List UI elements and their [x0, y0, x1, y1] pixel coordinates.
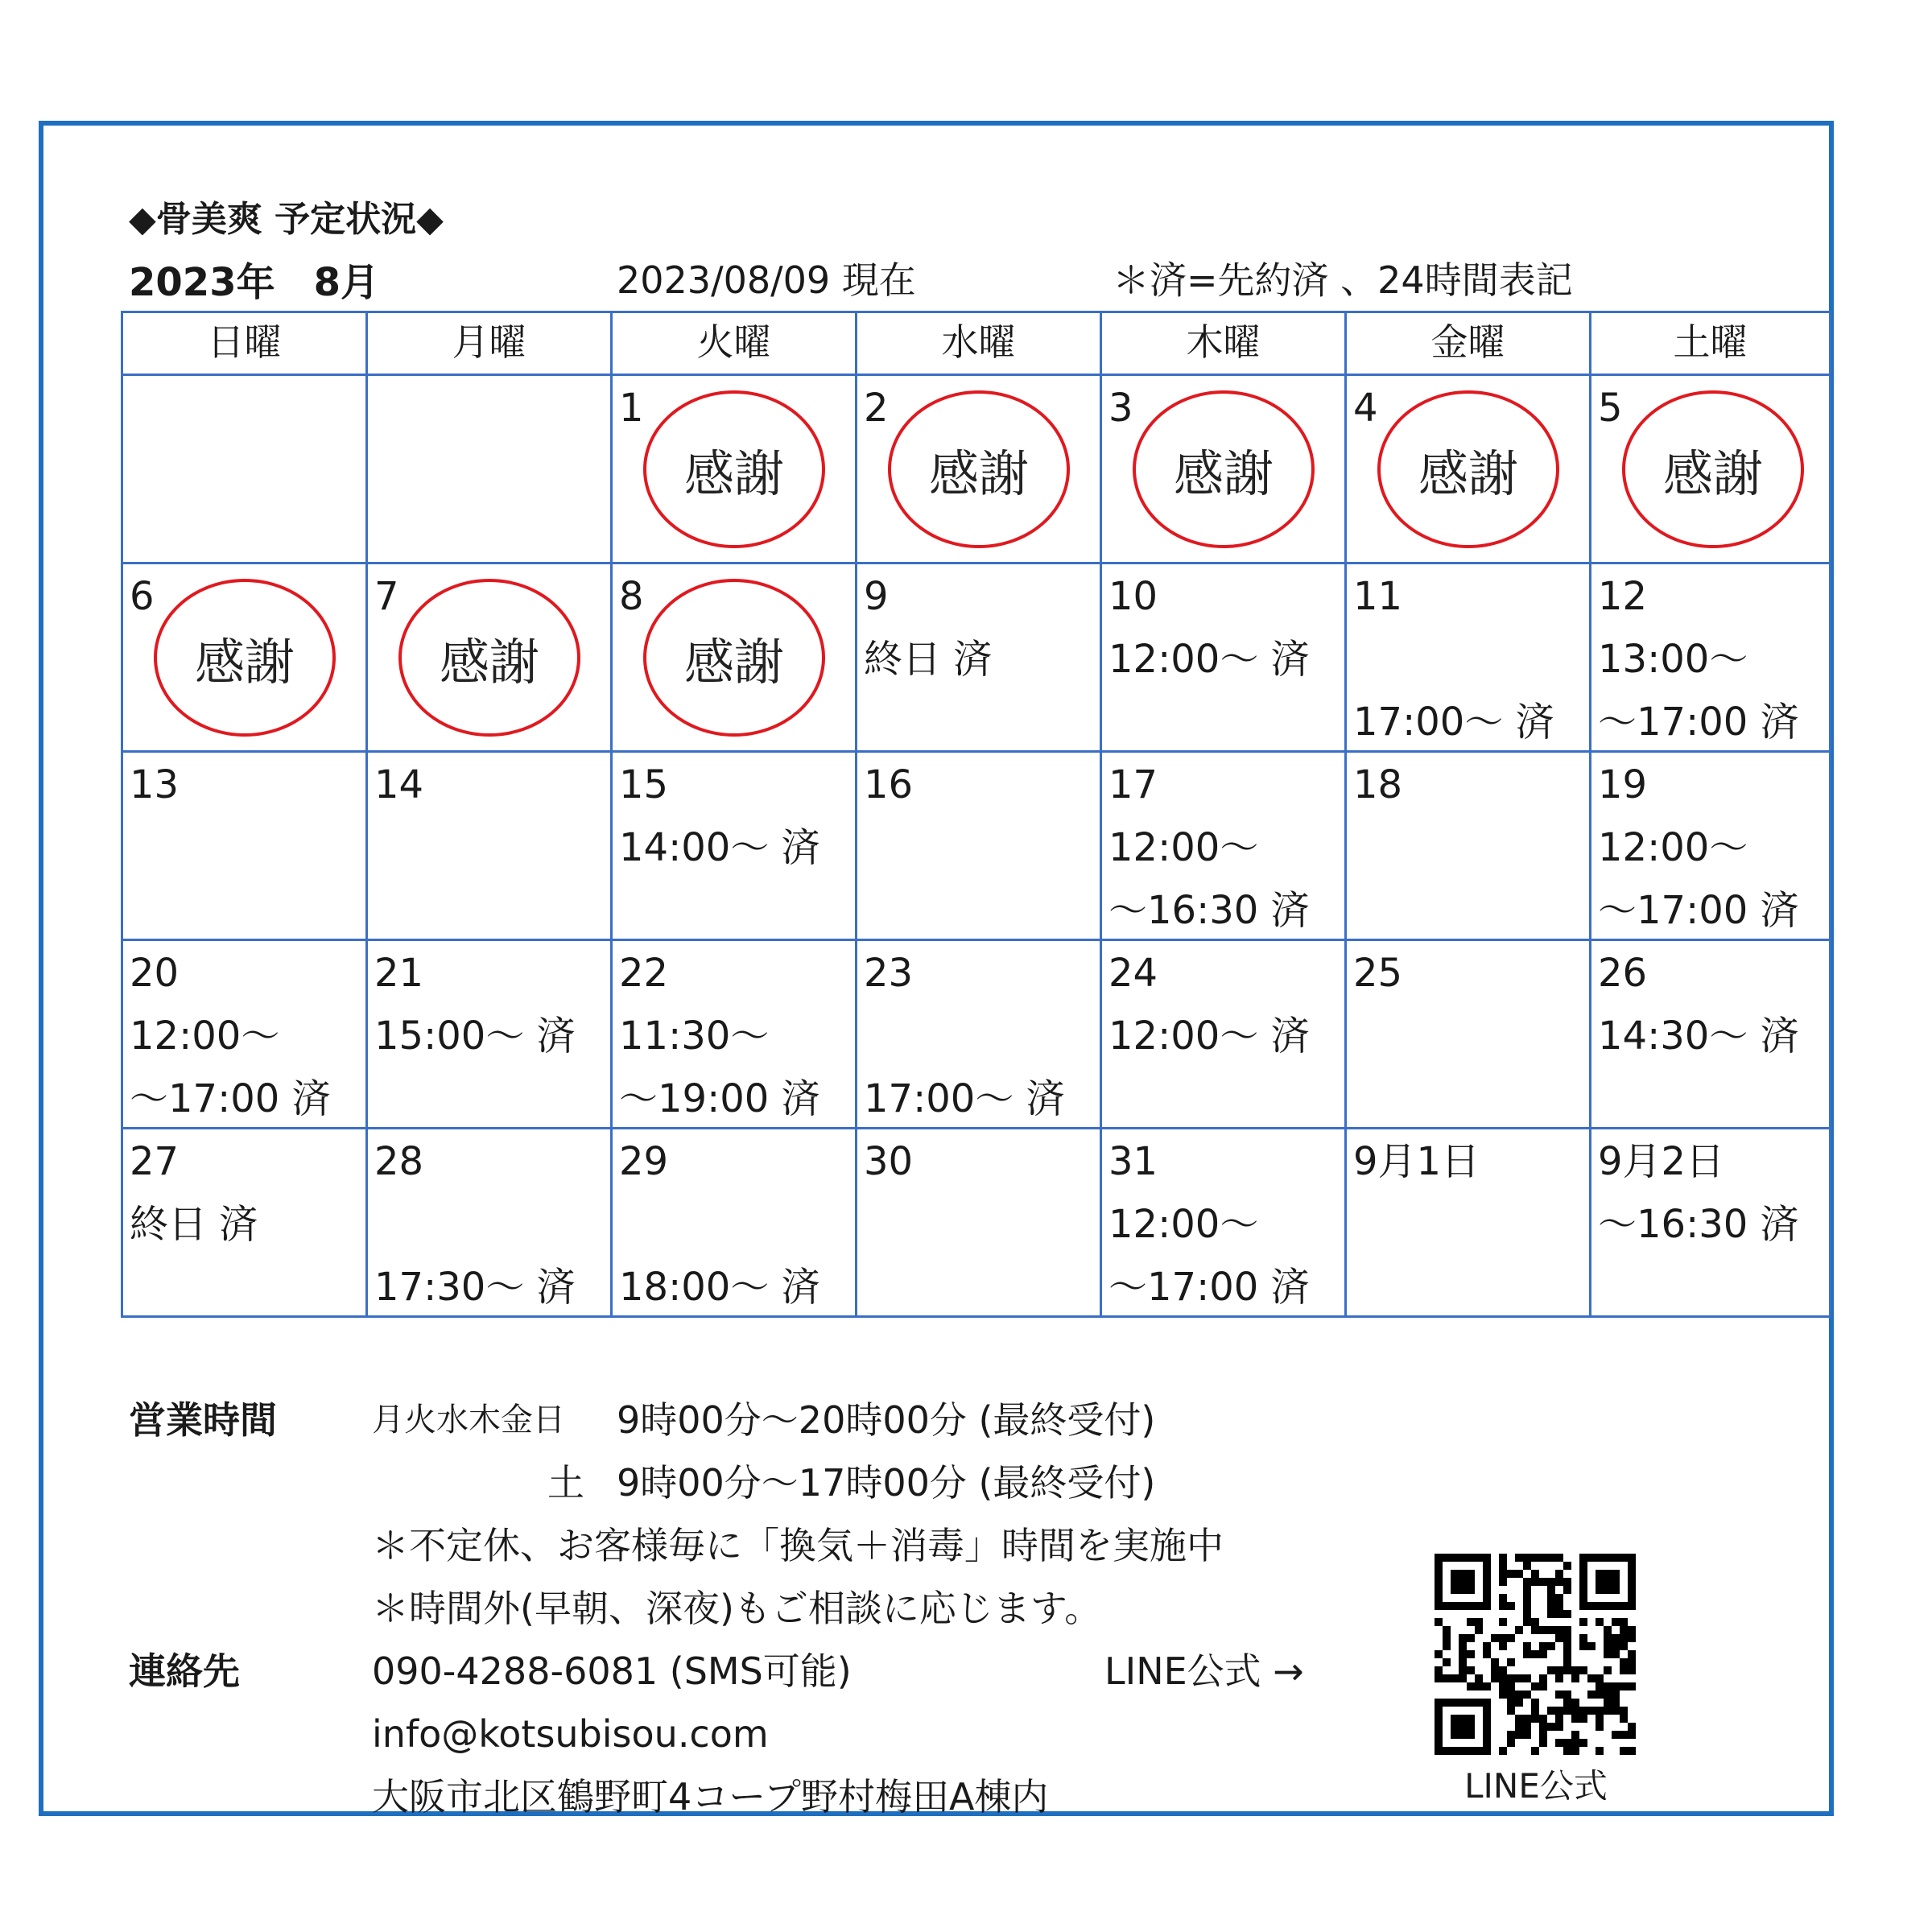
weekday-header: 月曜: [365, 311, 613, 376]
thanks-stamp: 感謝: [888, 390, 1070, 548]
day-cell: [855, 750, 1102, 941]
booking-line-1: 12:00～: [130, 1013, 280, 1059]
day-number: 6: [130, 574, 155, 619]
day-cell: [1100, 1127, 1347, 1318]
day-cell: [365, 562, 613, 753]
thanks-stamp: 感謝: [1133, 390, 1315, 548]
booking-line-2: 17:00～ 済: [1353, 700, 1554, 745]
day-number: 11: [1353, 574, 1403, 619]
hours-sat-time: 9時00分～17時00分 (最終受付): [617, 1461, 1156, 1505]
hours-note-2: ＊時間外(早朝、深夜)もご相談に応じます。: [372, 1587, 1102, 1630]
thanks-stamp: 感謝: [154, 579, 336, 737]
day-cell: [1589, 1127, 1831, 1318]
booking-line-1: 12:00～ 済: [1108, 1013, 1310, 1059]
contact-email[interactable]: info@kotsubisou.com: [372, 1712, 769, 1756]
booking-line-1: 13:00～: [1598, 637, 1748, 682]
day-cell: [855, 1127, 1102, 1318]
booking-line-1: 終日 済: [130, 1202, 258, 1247]
booking-line-1: 12:00～ 済: [1108, 637, 1310, 682]
booking-line-1: 11:30～: [619, 1013, 770, 1059]
day-cell: [1100, 562, 1347, 753]
hours-note-1: ＊不定休、お客様毎に「換気＋消毒」時間を実施中: [372, 1524, 1224, 1567]
day-number: 17: [1108, 762, 1158, 807]
day-number: 19: [1598, 762, 1648, 807]
thanks-stamp: 感謝: [398, 579, 580, 737]
thanks-stamp: 感謝: [1622, 390, 1804, 548]
hours-sat-day: 土: [547, 1461, 584, 1505]
contact-label: 連絡先: [129, 1649, 240, 1693]
day-number: 30: [864, 1139, 914, 1184]
booking-line-1: ～16:30 済: [1598, 1202, 1799, 1247]
day-cell: [610, 374, 857, 564]
day-cell: [1344, 939, 1591, 1129]
day-number: 9月1日: [1353, 1139, 1480, 1184]
booking-line-1: 12:00～: [1108, 1202, 1259, 1247]
booking-line-2: ～17:00 済: [1598, 700, 1799, 745]
hours-weekday-days: 月火水木金日: [372, 1402, 565, 1439]
thanks-stamp: 感謝: [643, 579, 825, 737]
day-number: 7: [374, 574, 399, 619]
day-cell: [1589, 939, 1831, 1129]
booking-line-2: ～16:30 済: [1108, 888, 1310, 933]
day-cell: [121, 1127, 368, 1318]
weekday-header: 木曜: [1100, 311, 1347, 376]
day-number: 25: [1353, 951, 1403, 996]
day-cell: [855, 562, 1102, 753]
booking-line-1: 12:00～: [1598, 825, 1748, 870]
weekday-header: 金曜: [1344, 311, 1591, 376]
day-cell: [121, 374, 368, 564]
day-number: 23: [864, 951, 914, 996]
day-cell: [365, 1127, 613, 1318]
day-cell: [1589, 374, 1831, 564]
booking-line-1: 14:30～ 済: [1598, 1013, 1799, 1059]
day-cell: [610, 750, 857, 941]
weekday-header: 火曜: [610, 311, 857, 376]
day-cell: [855, 939, 1102, 1129]
day-cell: [1344, 750, 1591, 941]
day-cell: [121, 939, 368, 1129]
booking-line-1: 12:00～: [1108, 825, 1259, 870]
day-number: 18: [1353, 762, 1403, 807]
day-cell: [121, 562, 368, 753]
day-cell: [1100, 750, 1347, 941]
qr-caption: LINE公式: [1464, 1766, 1608, 1806]
booking-line-1: 14:00～ 済: [619, 825, 820, 870]
day-cell: [610, 1127, 857, 1318]
weekday-header: 日曜: [121, 311, 368, 376]
as-of-date: 2023/08/09 現在: [617, 258, 916, 302]
day-number: 3: [1108, 386, 1133, 431]
day-number: 15: [619, 762, 669, 807]
day-cell: [121, 750, 368, 941]
booking-line-2: ～17:00 済: [130, 1076, 331, 1121]
day-cell: [1100, 939, 1347, 1129]
day-number: 1: [619, 386, 644, 431]
booking-line-1: 終日 済: [864, 637, 993, 682]
day-number: 4: [1353, 386, 1378, 431]
day-number: 26: [1598, 951, 1648, 996]
day-cell: [610, 562, 857, 753]
hours-label: 営業時間: [129, 1398, 277, 1442]
day-number: 31: [1108, 1139, 1158, 1184]
day-cell: [610, 939, 857, 1129]
day-number: 14: [374, 762, 424, 807]
day-number: 9: [864, 574, 889, 619]
booking-line-2: 18:00～ 済: [619, 1265, 820, 1310]
day-number: 16: [864, 762, 914, 807]
day-number: 20: [130, 951, 180, 996]
day-cell: [1100, 374, 1347, 564]
day-cell: [365, 939, 613, 1129]
day-number: 22: [619, 951, 669, 996]
day-number: 5: [1598, 386, 1623, 431]
month-label: 2023年 8月: [129, 260, 379, 305]
booking-line-2: ～17:00 済: [1598, 888, 1799, 933]
line-official-link[interactable]: LINE公式 →: [1104, 1649, 1304, 1693]
day-number: 27: [130, 1139, 180, 1184]
day-cell: [1589, 750, 1831, 941]
day-cell: [365, 374, 613, 564]
day-number: 28: [374, 1139, 424, 1184]
day-cell: [1344, 562, 1591, 753]
day-number: 9月2日: [1598, 1139, 1725, 1184]
day-cell: [1589, 562, 1831, 753]
booking-line-2: ～19:00 済: [619, 1076, 820, 1121]
day-number: 21: [374, 951, 424, 996]
booking-line-2: 17:30～ 済: [374, 1265, 576, 1310]
day-number: 29: [619, 1139, 669, 1184]
day-number: 8: [619, 574, 644, 619]
day-number: 2: [864, 386, 889, 431]
day-cell: [855, 374, 1102, 564]
weekday-header: 土曜: [1589, 311, 1831, 376]
legend-note: ＊済=先約済 、24時間表記: [1113, 258, 1573, 302]
weekday-header: 水曜: [855, 311, 1102, 376]
thanks-stamp: 感謝: [643, 390, 825, 548]
day-cell: [365, 750, 613, 941]
day-number: 24: [1108, 951, 1158, 996]
hours-weekday-time: 9時00分～20時00分 (最終受付): [617, 1398, 1156, 1442]
day-cell: [1344, 1127, 1591, 1318]
day-cell: [1344, 374, 1591, 564]
day-number: 12: [1598, 574, 1648, 619]
calendar-grid: [121, 311, 1829, 1315]
day-number: 10: [1108, 574, 1158, 619]
booking-line-2: 17:00～ 済: [864, 1076, 1065, 1121]
contact-phone[interactable]: 090-4288-6081 (SMS可能): [372, 1649, 852, 1693]
page-title: ◆骨美爽 予定状況◆: [129, 199, 444, 240]
booking-line-1: 15:00～ 済: [374, 1013, 576, 1059]
thanks-stamp: 感謝: [1377, 390, 1559, 548]
line-qr-code-icon[interactable]: [1435, 1554, 1636, 1755]
day-number: 13: [130, 762, 180, 807]
contact-address: 大阪市北区鶴野町4コープ野村梅田A棟内: [372, 1775, 1049, 1818]
booking-line-2: ～17:00 済: [1108, 1265, 1310, 1310]
